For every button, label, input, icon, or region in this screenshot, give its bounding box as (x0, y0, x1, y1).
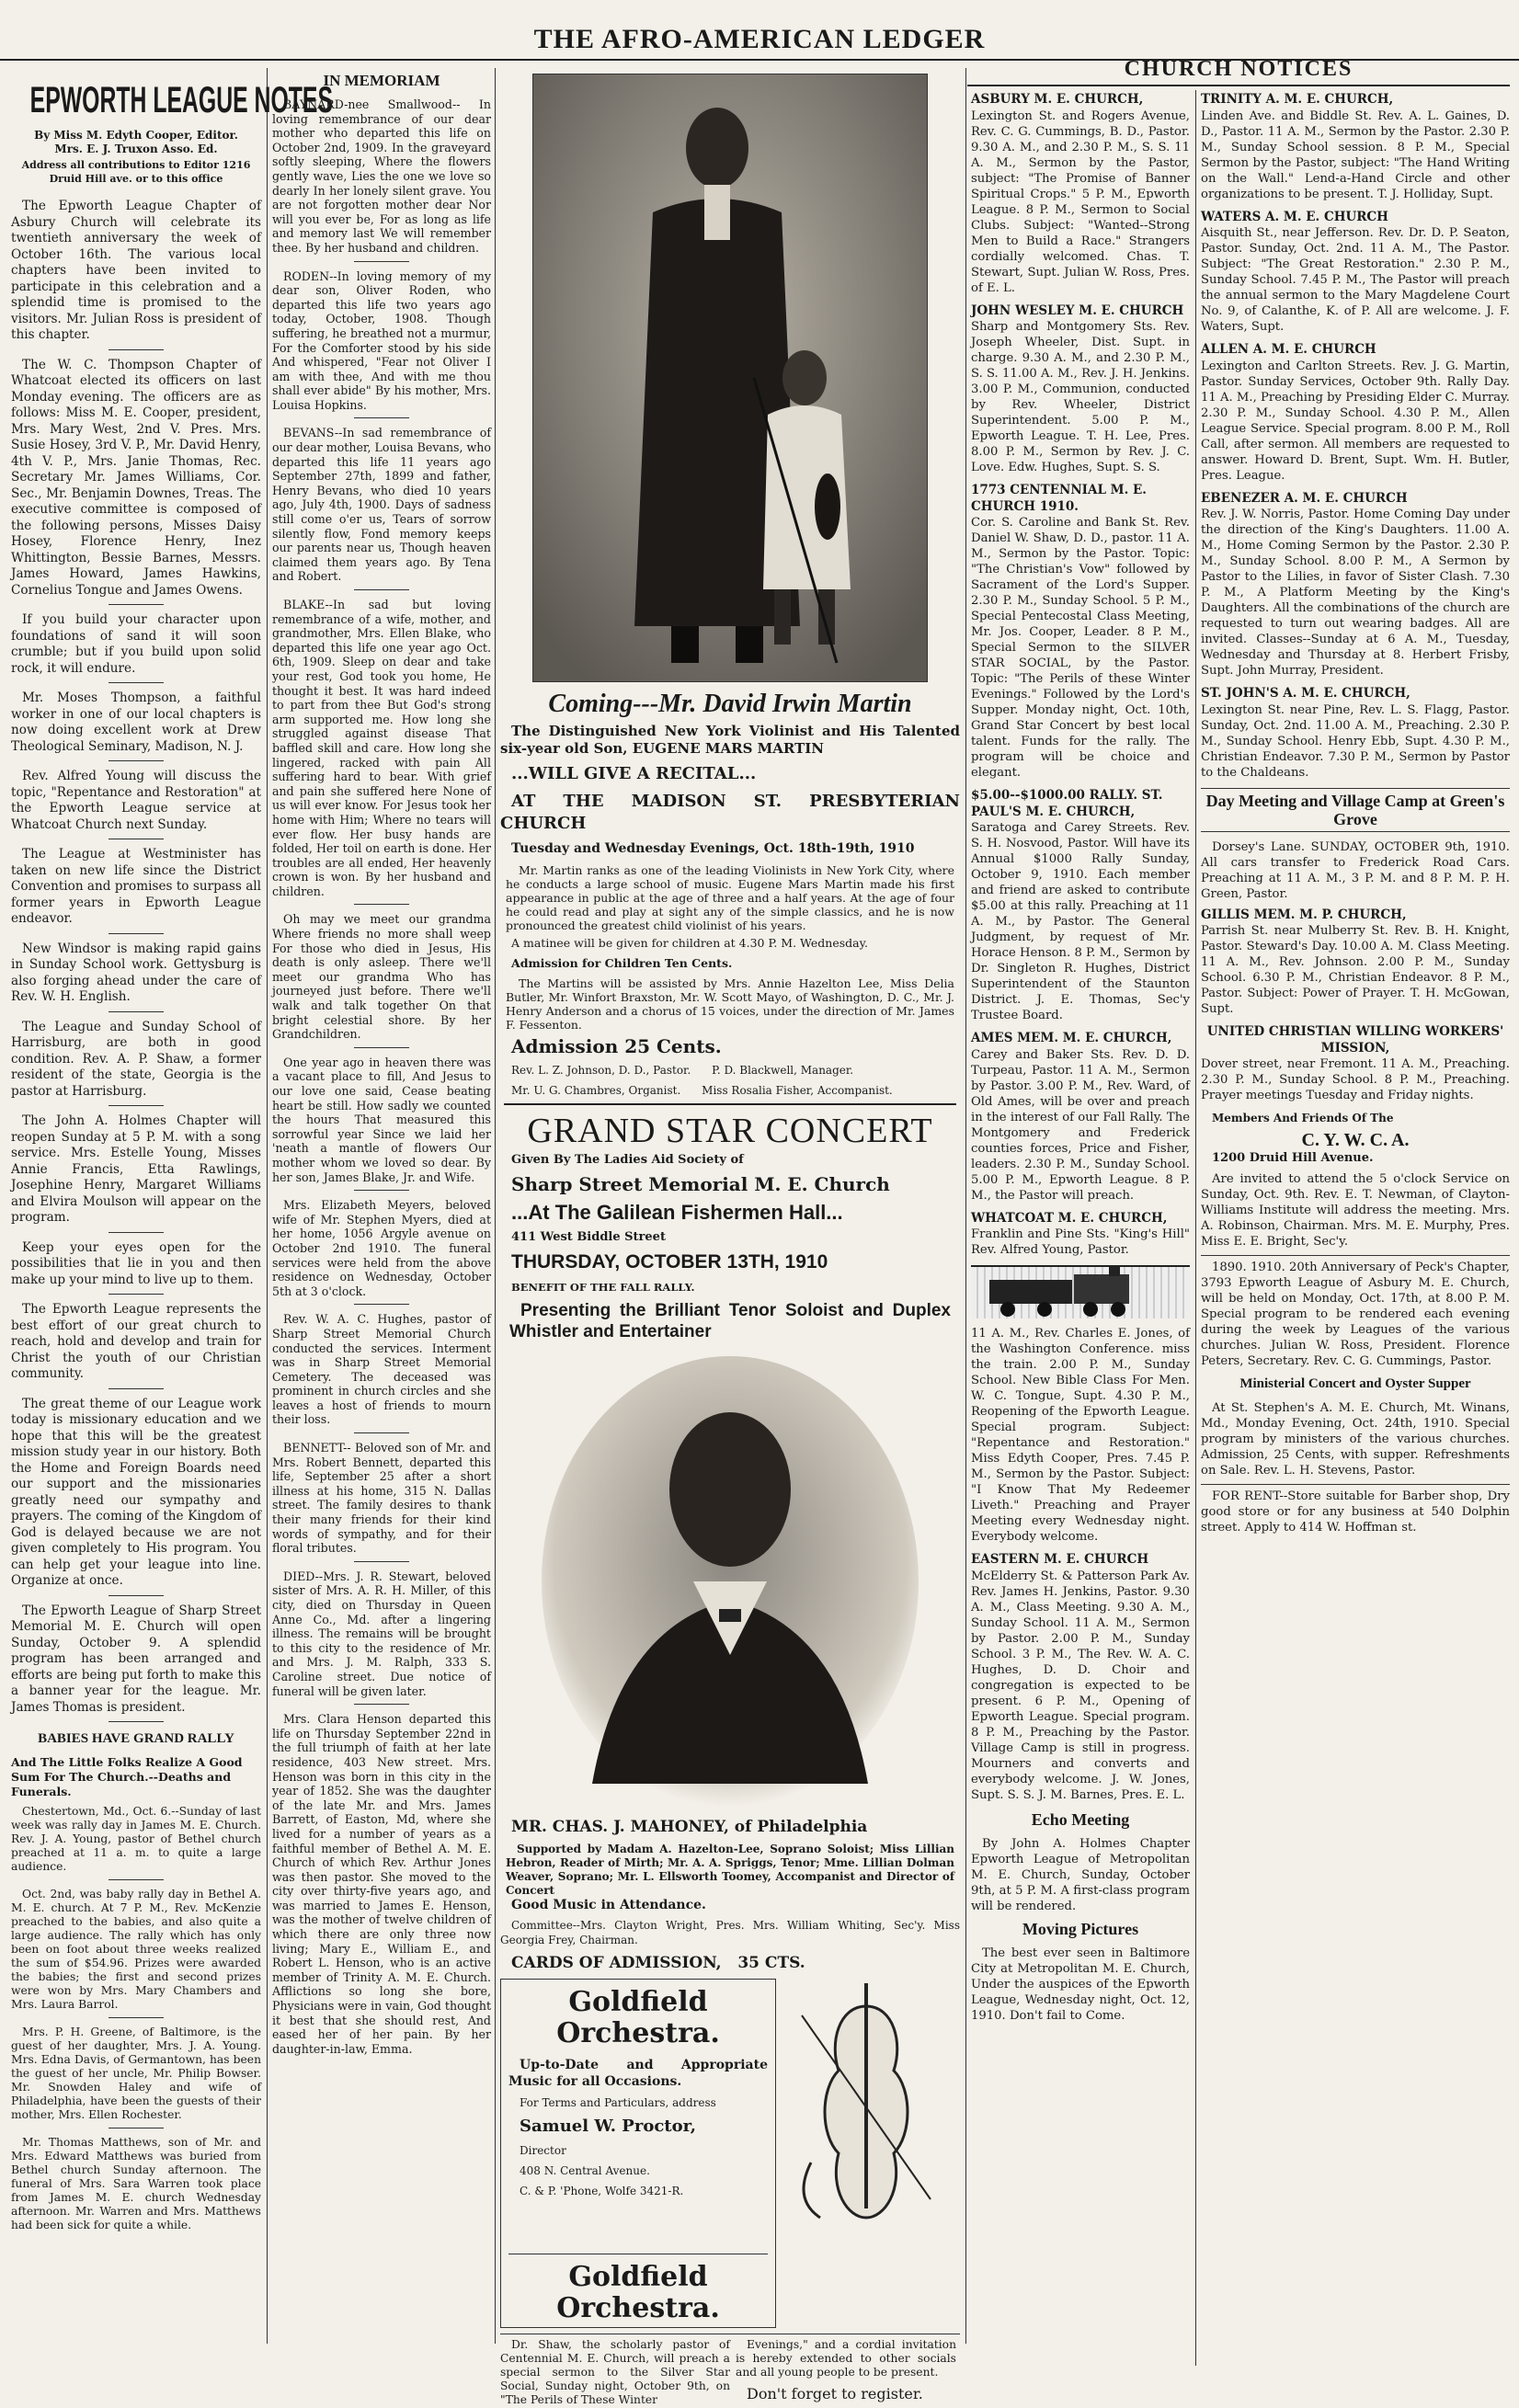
church-entry (1201, 686, 1510, 781)
church-entry (1201, 491, 1510, 679)
divider (108, 1294, 164, 1295)
ycwa-address: 1200 Druid Hill Avenue. (1212, 1151, 1374, 1165)
concert-supporting-cast: Supported by Madam A. Hazelton-Lee, Soprano Soloist; Miss Lillian Hebron, Reader of Mirth; Mr. A. A. Spriggs, Tenor; Mme. Lillian Dolman Weaver, Soprano; Mr. L. Ellsworth Toomey, Accompanist and Director of Concert (506, 1843, 954, 1897)
church-entry (971, 92, 1190, 296)
concert-given-by: Given By The Ladies Aid Society of (511, 1153, 744, 1167)
violinist-portrait-illustration (533, 74, 927, 681)
recital-will-give: ...WILL GIVE A RECITAL... (511, 764, 757, 783)
advertisements-column (500, 68, 960, 2406)
recital-credits-1: Rev. L. Z. Johnson, D. D., Pastor. P. D. Blackwell, Manager. (511, 1064, 854, 1077)
concert-date: THURSDAY, OCTOBER 13TH, 1910 (511, 1251, 828, 1272)
divider (108, 349, 164, 350)
for-rent-text: FOR RENT--Store suitable for Barber shop, Dry good store or for any business at 540 Dolphin street. Apply to 414 W. Hoffman st. (1201, 1484, 1510, 1535)
church-name: 1773 CENTENNIAL M. E. CHURCH 1910. (971, 483, 1147, 514)
tenor-portrait-illustration (537, 1352, 923, 1811)
church-name: ST. JOHN'S A. M. E. CHURCH, (1201, 686, 1410, 701)
church-name: EBENEZER A. M. E. CHURCH (1201, 490, 1408, 506)
church-name: EASTERN M. E. CHURCH (971, 1552, 1149, 1567)
memoriam-entry: Mrs. Clara Henson departed this life on Thursday September 22nd in the full triumph of faith at her late residence, 403 New street. Mrs. Henson was born in this city in the year of 1852. She was the daughter of the late Mr. and Mrs. James Barrett, of Easton, Md, where she lived for a number of years as a faithful member of Bethel A. M. E. Church of which Rev. Arthur Jones was then pastor. She moved to the city over thirty-five years ago, and was married to James E. Henson, was the mother of twelve children of which there are only three now living; Mary E., William E., and Robert L. Henson, who is an active member of Trinity A. M. E. Church. Afflictions so long she bore, Physicians were in vain, God thought it best that she should rest, And eased her of her pain. By her daughter-in-law, Emma. (272, 1712, 491, 2056)
register-reminder: Don't forget to register. (747, 2385, 923, 2402)
recital-title: Coming---Mr. David Irwin Martin (548, 690, 912, 718)
orchestra-terms: For Terms and Particulars, address (520, 2096, 716, 2109)
article-paragraph: New Windsor is making rapid gains in Sunday School work. Gettysburg is also forging ahead under the care of Rev. W. H. English. (11, 941, 261, 1004)
church-name: ASBURY M. E. CHURCH, (971, 92, 1144, 107)
divider (108, 1011, 164, 1012)
ycwa-prefix: Members And Friends Of The (1212, 1112, 1394, 1124)
concert-committee: Committee--Mrs. Clayton Wright, Pres. Mrs. William Whiting, Sec'y. Miss Georgia Frey, Chairman. (500, 1919, 960, 1946)
church-details: Linden Ave. and Biddle St. Rev. A. L. Gaines, D. D., Pastor. 11 A. M., Sermon by the Pastor. 2.30 P. M., Sunday School session. 8 P. M., Special Sermon by the Pastor, subject: "The Hand Writing on the Wall." Lend-a-Hand Circle and other organizations to be present. T. J. Holliday, Supt. (1201, 108, 1510, 201)
divider (354, 1432, 409, 1433)
masthead-title: THE AFRO-AMERICAN LEDGER (533, 24, 986, 54)
anniversary-text: 1890. 1910. 20th Anniversary of Peck's Chapter, 3793 Epworth League of Asbury M. E. Church, will be held on Monday, Oct. 17th, at 8.00 P. M. Special program to be rendered each evening during the week by Leagues of the various churches. Julian W. Ross, President. Florence Peters, Secretary. Rev. C. G. Cummings, Pastor. (1201, 1255, 1510, 1369)
recital-assisting: The Martins will be assisted by Mrs. Annie Hazelton Lee, Miss Delia Butler, Mr. Winfort Braxston, Mr. W. Scott Mayo, of Washington, D. C., Mr. J. Henry Anderson and a chorus of 15 voices, under the direction of Mr. James F. Fessenton. (506, 976, 954, 1032)
memoriam-entry: BEVANS--In sad remembrance of our dear mother, Louisa Bevans, who departed this life 11 years ago September 27th, 1899 and father, Henry Bevans, who died 10 years ago, July 4th, 1900. Days of sadness still come o'er us, Tears of sorrow silently flow, Fond memory keeps our parents near us, Though heaven claimed them years ago. By Tena and Robert. (272, 426, 491, 584)
recital-children-admission: Admission for Children Ten Cents. (511, 956, 733, 970)
byline-address: Address all contributions to Editor 1216 Druid Hill ave. or to this office (21, 159, 251, 185)
tenor-portrait (537, 1352, 923, 1811)
church-details: Lexington St. and Rogers Avenue, Rev. C. G. Cummings, B. D., Pastor. 9.30 A. M., and 2.30 P. M., S. S. 11 A. M., Sermon by the Pastor, subject: "The Promise of Banner Spiritual Crops." 5 P. M., Epworth League. 8 P. M., Sermon to Social Clubs. Subject: "Wanted--Strong Men to Build a Race." Strangers cordially welcomed. Chas. T. Stewart, Supt. Julian W. Ross, Pres. of E. L. (971, 108, 1190, 295)
divider (108, 604, 164, 605)
train-icon (971, 1267, 1182, 1318)
rally-paragraph: Oct. 2nd, was baby rally day in Bethel A. M. E. church. At 7 P. M., Rev. McKenzie preached to the babies, and also quite a large audience. The rally which has only been on foot about three weeks realized the sum of $54.96. Prizes were awarded the babies; the first and second prizes were won by Mrs. Mary Chambers and Mrs. Laura Barrol. (11, 1888, 261, 2011)
village-camp-heading: Day Meeting and Village Camp at Green's Grove (1201, 788, 1510, 832)
rally-paragraph: Mr. Thomas Matthews, son of Mr. and Mrs. Edward Matthews was buried from Bethel church Sunday afternoon. The funeral of Mrs. Sara Warren took place from James M. E. church Wednesday afternoon. Mr. Warren and Mrs. Matthews had been sick for quite a while. (11, 2136, 261, 2231)
memoriam-entry: BENNETT-- Beloved son of Mr. and Mrs. Robert Bennett, departed this life, September 25 after a short illness at his home, 315 N. Dallas street. The family desires to thank their many friends for their kind words of sympathy, and for their floral tributes. (272, 1441, 491, 1556)
article-paragraph: Mr. Moses Thompson, a faithful worker in one of our local chapters is now doing excellent work at Drew Theological Seminary, Madison, N. J. (11, 690, 261, 754)
article-paragraph: The Epworth League represents the best effort of our great church to reach, hold and develop and train for Christ the youth of our Christian community. (11, 1302, 261, 1381)
memoriam-entry: RODEN--In loving memory of my dear son, Oliver Roden, who departed this life two years ago today, October, 1908. Though suffering, he breathed not a murmur, For the Comforter stood by his side And whispered, "Fear not Oliver I am with thee, And with me thou shall ever abide" By his mother, Mrs. Louisa Hopkins. (272, 268, 491, 412)
divider (108, 933, 164, 934)
recital-subtitle: The Distinguished New York Violinist and His Talented six-year old Son, EUGENE MARS MARTIN (500, 723, 960, 757)
column-divider (495, 68, 496, 2344)
memoriam-entry: Rev. W. A. C. Hughes, pastor of Sharp Street Memorial Church conducted the services. Interment was in Sharp Street Memorial Cemetery. The deceased was prominent in church circles and she leaves a host of friends to mourn their loss. (272, 1312, 491, 1427)
article-paragraph: The great theme of our League work today is missionary education and we hope that this will be the greatest mission study year in our history. Both the Home and Foreign Boards need our support and the missionaries greatly need our sympathy and prayers. The coming of the Kingdom of God is delayed because we are not given completely to His program. You can help get your league into line. Organize at once. (11, 1396, 261, 1588)
oyster-supper-text: At St. Stephen's A. M. E. Church, Mt. Winans, Md., Monday Evening, Oct. 24th, 1910. Special program by ministers of the various churches. Admission, 25 Cents, with supper. Refreshments on Sale. Rev. L. H. Stevens, Pastor. (1201, 1401, 1510, 1478)
divider (354, 904, 409, 905)
recital-venue: AT THE MADISON ST. PRESBYTERIAN CHURCH (500, 792, 960, 833)
column-divider (965, 68, 966, 2344)
oyster-supper-heading: Ministerial Concert and Oyster Supper (1239, 1376, 1471, 1391)
rally-heading: BABIES HAVE GRAND RALLY (38, 1731, 234, 1746)
memoriam-entry: DIED--Mrs. J. R. Stewart, beloved sister of Mrs. A. R. H. Miller, of this city, died on Thursday in Queen Anne Co., Md. after a lingering illness. The remains will be brought to this city to the residence of Mr. and Mrs. J. M. Ralph, 333 S. Caroline street. Due notice of funeral will be given later. (272, 1569, 491, 1698)
divider (354, 261, 409, 262)
divider (108, 682, 164, 683)
recital-matinee: A matinee will be given for children at 4.30 P. M. Wednesday. (511, 936, 868, 950)
orchestra-phone: C. & P. 'Phone, Wolfe 3421-R. (520, 2185, 684, 2197)
tenor-name: MR. CHAS. J. MAHONEY, of Philadelphia (511, 1818, 868, 1836)
church-details: Cor. S. Caroline and Bank St. Rev. Daniel W. Shaw, D. D., pastor. 11 A. M., Sermon by the Pastor. Topic: "The Christian's Vow" followed by Sacrament of the Lord's Supper. 2.30 P. M., Sunday School. 5 P. M., Special Pentecostal Class Meeting, Mr. Jos. Cooper, Leader. 8 P. M., Special Sermon to the SILVER STAR SOCIAL, by the Pastor. Topic: "The Perils of these Winter Evenings." Followed by the Lord's Supper. Monday night, Oct. 10th, Grand Star Concert by best local talent. Funds for the rally. The program will be choice and elegant. (971, 516, 1190, 780)
moving-pictures-heading: Moving Pictures (1022, 1919, 1139, 1938)
church-entry (971, 1031, 1190, 1204)
divider (108, 1388, 164, 1389)
moving-pictures-text: The best ever seen in Baltimore City at Metropolitan M. E. Church, Under the auspices of the Epworth League, Wednesday night, Oct. 12, 1910. Don't fail to Come. (971, 1946, 1190, 2023)
recital-admission: Admission 25 Cents. (511, 1035, 722, 1057)
church-entry (1201, 92, 1510, 202)
divider (108, 1595, 164, 1596)
recital-photo (532, 74, 928, 682)
orchestra-director-label: Director (520, 2144, 566, 2157)
article-paragraph: Keep your eyes open for the possibilities that lie in you and then make up your mind to live up to them. (11, 1239, 261, 1287)
divider (354, 417, 409, 418)
gillis-church-entry (1201, 907, 1510, 1018)
concert-church: Sharp Street Memorial M. E. Church (511, 1173, 890, 1195)
orchestra-tagline: Up-to-Date and Appropriate Music for all Occasions. (508, 2058, 768, 2089)
silver-star-notice: Dr. Shaw, the scholarly pastor of Centennial M. E. Church, will preach a special sermon to the Silver Star Social, Sunday night, October 9th, on "The Perils of These Winter (500, 2338, 730, 2406)
church-name: AMES MEM. M. E. CHURCH, (971, 1031, 1172, 1045)
church-name: $5.00--$1000.00 RALLY. ST. PAUL'S M. E. CHURCH, (971, 788, 1163, 819)
church-name: TRINITY A. M. E. CHURCH, (1201, 92, 1394, 107)
divider (108, 1879, 164, 1880)
church-entry (971, 1552, 1190, 1803)
memoriam-entry: BAYNARD-nee Smallwood-- In loving remembrance of our dear mother who departed this life on October 2nd, 1909. In the graveyard softly sleeping, Where the flowers gently wave, Lies the one we love so dearly In her lonely silent grave. You are not forgotten mother dear Nor will you ever be, For as long as life and memory last We will remember thee. By her husband and children. (272, 97, 491, 255)
article-paragraph: The League at Westminister has taken on new life since the District Convention and promises to surpass all former years in Epworth League endeavor. (11, 847, 261, 926)
divider (108, 1105, 164, 1106)
memoriam-entry: Oh may we meet our grandma Where friends no more shall weep For those who died in Jesus, His death is only asleep. There we'll meet our grandma Who has journeyed just before. There we'll walk and talk together On that bright celestial shore. By her Grandchildren. (272, 912, 491, 1042)
article-paragraph: The Epworth League of Sharp Street Memorial M. E. Church will open Sunday, October 9. A splendid program has been arranged and efforts are being put forth to make this a banner year for the league. Mr. James Thomas is president. (11, 1603, 261, 1715)
article-paragraph: The John A. Holmes Chapter will reopen Sunday at 5 P. M. with a song service. Mrs. Estelle Young, Misses Annie Francis, Etta Rawlings, Josephine Henry, Margaret Williams and Elvira Moulson will appear on the program. (11, 1113, 261, 1225)
church-name: JOHN WESLEY M. E. CHURCH (971, 302, 1184, 318)
gillis-church-details: Parrish St. near Mulberry St. Rev. B. H. Knight, Pastor. Steward's Day. 10.00 A. M. Class Meeting. 11 A. M., Rev. Johnson. 2.00 P. M., Sunday School. 6.30 P. M., Christian Endeavor. 8 P. M., Pastor. Subject: Power of Prayer. T. H. McGowan, Supt. (1201, 924, 1510, 1016)
divider (108, 1721, 164, 1722)
divider (108, 2017, 164, 2018)
concert-location: ...At The Galilean Fishermen Hall... (511, 1201, 843, 1224)
church-entry (971, 1211, 1190, 1259)
church-notices-column-left (971, 92, 1190, 2345)
divider (354, 1561, 409, 1562)
silver-star-notice-continued: Evenings," and a cordial invitation is hereby extended to other socials and all young people to be present. (736, 2338, 956, 2379)
in-memoriam-heading: IN MEMORIAM (323, 72, 440, 89)
rally-paragraph: Mrs. P. H. Greene, of Baltimore, is the guest of her daughter, Mrs. J. A. Young. Mrs. Edna Davis, of Germantown, has been the guest of her uncle, Mr. Philip Bowser. Mr. Snowden Haley and wife of Philadelphia, have been the guests of their mother, Mrs. Ellen Rochester. (11, 2026, 261, 2121)
church-details: 11 A. M., Rev. Charles E. Jones, of the Washington Conference. miss the train. 2.00 P. M., Sunday School. New Bible Class For Men. W. C. Tongue, Supt. 4.30 P. M., Reopening of the Epworth League. Special program. Subject: "Repentance and Restoration." Miss Edyth Cooper, Pres. 7.45 P. M., Sermon by the Pastor. Subject: "I Know That My Redeemer Liveth." Preaching and Prayer Meeting every Wednesday night. Everybody welcome. (971, 1327, 1190, 1544)
epworth-heading: EPWORTH LEAGUE NOTES (29, 80, 333, 120)
ycwa-text: Are invited to attend the 5 o'clock Service on Sunday, Oct. 9th. Rev. E. T. Newman, of Clayton-Williams Institute will address the meeting. Mrs. A. Robinson, Chairman. Mrs. M. E. Murphy, Pres. Miss E. E. Bright, Sec'y. (1201, 1172, 1510, 1249)
concert-presenting: Presenting the Brilliant Tenor Soloist and Duplex Whistler and Entertainer (509, 1301, 951, 1341)
orchestra-address: 408 N. Central Avenue. (520, 2164, 650, 2177)
article-paragraph: Rev. Alfred Young will discuss the topic, "Repentance and Restoration" at the Epworth League service at Whatcoat Church next Sunday. (11, 769, 261, 832)
village-camp-text: Dorsey's Lane. SUNDAY, OCTOBER 9th, 1910. All cars transfer to Frederick Road Cars. Preaching at 11 A. M., 3 P. M. and 8 P. M. P. H. Green, Pastor. (1201, 839, 1510, 901)
church-details: Aisquith St., near Jefferson. Rev. Dr. D. P. Seaton, Pastor. Sunday, Oct. 2nd. 11 A. M., The Pastor. Subject: "The Great Restoration." 2.30 P. M., Sunday School. 7.45 P. M., The Pastor will preach the annual sermon to the Mary Magdelene Court No. 9, of Calanthe, K. of P. All are welcome. J. F. Waters, Supt. (1201, 226, 1510, 334)
church-banner-rule (967, 85, 1510, 86)
orchestra-title-repeat: Goldfield Orchestra. (508, 2254, 768, 2324)
divider (108, 760, 164, 761)
echo-meeting-text: By John A. Holmes Chapter Epworth League of Metropolitan M. E. Church, Sunday, October 9th, at 5 P. M. A first-class program will be rendered. (971, 1836, 1190, 1913)
article-paragraph: The Epworth League Chapter of Asbury Church will celebrate its twentieth anniversary the week of October 16th. The various local chapters have been invited to participate in this celebration and a splendid time is promised to the visitors. Mr. Julian Ross is president of this chapter. (11, 199, 261, 342)
church-details: Saratoga and Carey Streets. Rev. S. H. Nosvood, Pastor. Will have its Annual $1000 Rally Sunday, October 9, 1910. Each member and friend are asked to contribute $5.00 at this rally. Preaching at 11 A. M., by Pastor. The General Judgment, by request of Mr. Horace Henson. 8 P. M., Sermon by Dr. Singleton R. Hughes, District Superintendent of the Staunton District. J. E. Thomas, Sec'y Trustee Board. (971, 821, 1190, 1022)
column-divider (267, 68, 268, 2344)
concert-benefit: BENEFIT OF THE FALL RALLY. (511, 1281, 695, 1294)
memoriam-entry: One year ago in heaven there was a vacant place to fill, And Jesus to our love one said, Cease beating heart be still. How sadly we counted the hours That measured this sorrowful year Since we laid her 'neath a mantle of flowers Our mother whom we loved so dear. By her son, James Blake, Jr. and Wife. (272, 1055, 491, 1184)
divider (108, 1232, 164, 1233)
divider (354, 1704, 409, 1705)
church-entry (971, 483, 1190, 781)
church-details: Rev. J. W. Norris, Pastor. Home Coming Day under the direction of the King's Daughters. 11.00 A. M., Home Coming Sermon by the Pastor. 2.30 P. M., Sunday School. 8.00 P. M., A Sermon by Pastor to the Lilies, in favor of Sister Clash. 7.30 P. M., A Platform Meeting by the King's Daughters. All the combinations of the church are requested to turn out wearing badges. All are invited. Classes--Sunday at 6 A. M., Tuesday, Wednesday and Thursday at 8. Herbert Frisby, Supt. John Murray, President. (1201, 508, 1510, 678)
byline-editor: By Miss M. Edyth Cooper, Editor. (34, 129, 238, 142)
church-name: WHATCOAT M. E. CHURCH, (971, 1210, 1168, 1226)
rally-subheading: And The Little Folks Realize A Good Sum For The Church.--Deaths and Funerals. (11, 1755, 243, 1798)
article-paragraph: The W. C. Thompson Chapter of Whatcoat elected its officers on last Monday evening. The officers are as follows: Miss M. E. Cooper, president, Mrs. Mary West, 2nd V. Pres. Mrs. Susie Hosey, 3rd V. P., Mr. David Henry, 4th V. P., Mrs. Janie Thomas, Rec. Secretary Mr. James Williams, Cor. Sec., Mr. Benjamin Downes, Treas. The executive committee is composed of the following persons, Misses Daisy Hosey, Florence Henry, Inez Whittington, Bessie Barnes, Messrs. James Howard, James Hawkins, Cornelius Tongue and James Owens. (11, 357, 261, 598)
article-paragraph: If you build your character upon foundations of sand it will soon crumble; but if you build upon solid rock, it will endure. (11, 612, 261, 676)
church-entry (971, 303, 1190, 476)
echo-meeting-heading: Echo Meeting (1031, 1809, 1130, 1829)
orchestra-title: Goldfield Orchestra. (556, 1986, 720, 2049)
concert-address: 411 West Biddle Street (511, 1230, 666, 1244)
divider (354, 1047, 409, 1048)
in-memoriam-column (272, 68, 491, 2344)
violin-icon (783, 1979, 949, 2236)
united-mission-name: UNITED CHRISTIAN WILLING WORKERS' MISSION, (1206, 1024, 1504, 1056)
orchestra-director-name: Samuel W. Proctor, (520, 2117, 697, 2136)
gillis-church-name: GILLIS MEM. M. P. CHURCH, (1201, 907, 1407, 922)
church-notices-banner: CHURCH NOTICES (1124, 57, 1353, 81)
church-name: ALLEN A. M. E. CHURCH (1201, 342, 1376, 357)
church-details: Lexington and Carlton Streets. Rev. J. G. Martin, Pastor. Sunday Services, October 9th. Rally Day. 11 A. M., Preaching by Presiding Elder C. Murray. 2.30 P. M., Sunday School. 4.30 P. M., Allen League Service. Special program. 8.00 P. M., Roll Call, after sermon. All members are requested to answer. Howard D. Brent, Supt. Wm. H. Butler, Pres. League. (1201, 359, 1510, 483)
goldfield-orchestra-ad (500, 1979, 776, 2328)
rally-paragraph: Chestertown, Md., Oct. 6.--Sunday of last week was rally day in James M. E. Church. Rev. J. A. Young, pastor of Bethel church preached at 11 a. m. to quite a large audience. (11, 1805, 261, 1873)
church-entry (1201, 210, 1510, 336)
recital-credits-2: Mr. U. G. Chambres, Organist. Miss Rosalia Fisher, Accompanist. (511, 1084, 893, 1097)
church-details: Franklin and Pine Sts. "King's Hill" Rev. Alfred Young, Pastor. (971, 1227, 1190, 1257)
church-name: WATERS A. M. E. CHURCH (1201, 209, 1388, 224)
epworth-league-column (11, 68, 333, 2344)
divider (354, 1190, 409, 1191)
byline-associate: Mrs. E. J. Truxon Asso. Ed. (54, 143, 218, 155)
church-entry (971, 788, 1190, 1023)
church-details: Carey and Baker Sts. Rev. D. D. Turpeau, Pastor. 11 A. M., Sermon by Pastor. 3.00 P. M., Rev. Ward, of Old Ames, will be over and preach in the interest of our Fall Rally. The Montgomery and Frederick counties forces, Price and Fisher, leaders. 2.30 P. M., Sunday School. 5.00 P. M., Epworth League. 8 P. M., the Pastor will preach. (971, 1047, 1190, 1203)
divider (354, 1304, 409, 1305)
concert-music: Good Music in Attendance. (511, 1898, 706, 1912)
church-details: Lexington St. near Pine, Rev. L. S. Flagg, Pastor. Sunday, Oct. 2nd. 11.00 A. M., Preaching. 2.30 P. M., Sunday School. Henry Ebb, Supt. 4.30 P. M., Christian Endeavor. 7.30 P. M., Sermon by Pastor to the Chaldeans. (1201, 702, 1510, 780)
violin-illustration (783, 1979, 949, 2328)
recital-dates: Tuesday and Wednesday Evenings, Oct. 18th-19th, 1910 (511, 841, 915, 856)
church-details: McElderry St. & Patterson Park Av. Rev. James H. Jenkins, Pastor. 9.30 A. M., Class Meeting. 9.30 A. M., Sunday School. 11 A. M., Sermon by Pastor. 2.00 P. M., Sunday School. 3 P. M., The Rev. W. A. C. Hughes, D. D. Choir and congregation is expected to be present. 6 P. M., Opening of Epworth League. Special program. 8 P. M., Preaching by the Pastor. Village Camp is still in progress. Mourners and converts and everybody welcome. J. W. Jones, Supt. S. S. J. M. Barnes, Pres. E. L. (971, 1569, 1190, 1802)
column-divider (1195, 90, 1196, 2366)
church-entry (1201, 342, 1510, 484)
train-illustration (971, 1265, 1190, 1318)
ycwa-heading: C. Y. W. C. A. (1301, 1130, 1410, 1150)
divider (354, 589, 409, 590)
recital-body: Mr. Martin ranks as one of the leading Violinists in New York City, where he conducts a large school of music. Eugene Mars Martin made his first appearance in public at the age of three and a half years. At the age of four he could read and play at sight any of the simple classics, and he is now pronounced the greatest child violinist of his years. (506, 863, 954, 932)
memoriam-entry: BLAKE--In sad but loving remembrance of a wife, mother, and grandmother, Mrs. Ellen Blake, who departed this life one year ago Oct. 6th, 1909. Sleep on dear and take your rest, God took you home, He thought it best. It was hard indeed to part from thee But God's strong arm supported me. How long she struggled against disease That baffled skill and care. How long she lingered, racked with pain All suffering hard to bear. With grief and pain she suffered here None of us will ever know. For Jesus took her home with Him; Where no tears will ever flow. Her busy hands are folded, Her toil on earth is done. Her troubles are all ended, Her heavenly crown is won. By her husband and children. (272, 598, 491, 898)
church-entry (971, 1326, 1190, 1545)
concert-admission: CARDS OF ADMISSION, 35 CTS. (511, 1954, 805, 1972)
concert-title: GRAND STAR CONCERT (527, 1112, 933, 1150)
memoriam-entry: Mrs. Elizabeth Meyers, beloved wife of Mr. Stephen Myers, died at her home, 1056 Argyle avenue on October 2nd 1910. The funeral services were held from the above residence on Wednesday, October 5th at 3 o'clock. (272, 1198, 491, 1298)
united-mission-entry (1201, 1024, 1510, 1103)
article-paragraph: The League and Sunday School of Harrisburg, are both in good condition. Rev. A. P. Shaw, a former resident of the state, Georgia is the pastor at Harrisburg. (11, 1019, 261, 1099)
united-mission-details: Dover street, near Fremont. 11 A. M., Preaching. 2.30 P. M., Sunday School. 8 P. M., Preaching. Prayer meetings Tuesday and Friday nights. (1201, 1057, 1510, 1102)
church-details: Sharp and Montgomery Sts. Rev. Joseph Wheeler, Dist. Supt. in charge. 9.30 A. M., and 2.30 P. M., S. S. 11.00 A. M., Rev. J. H. Jenkins. 3.00 P. M., Communion, conducted by Rev. Wheeler, District Superintendent. 5.00 P. M., Epworth League. T. H. Lee, Pres. 8.00 P. M., Sermon by Rev. J. C. Love. Edw. Hughes, Supt. S. S. (971, 320, 1190, 474)
church-notices-column-right (1201, 92, 1510, 2345)
